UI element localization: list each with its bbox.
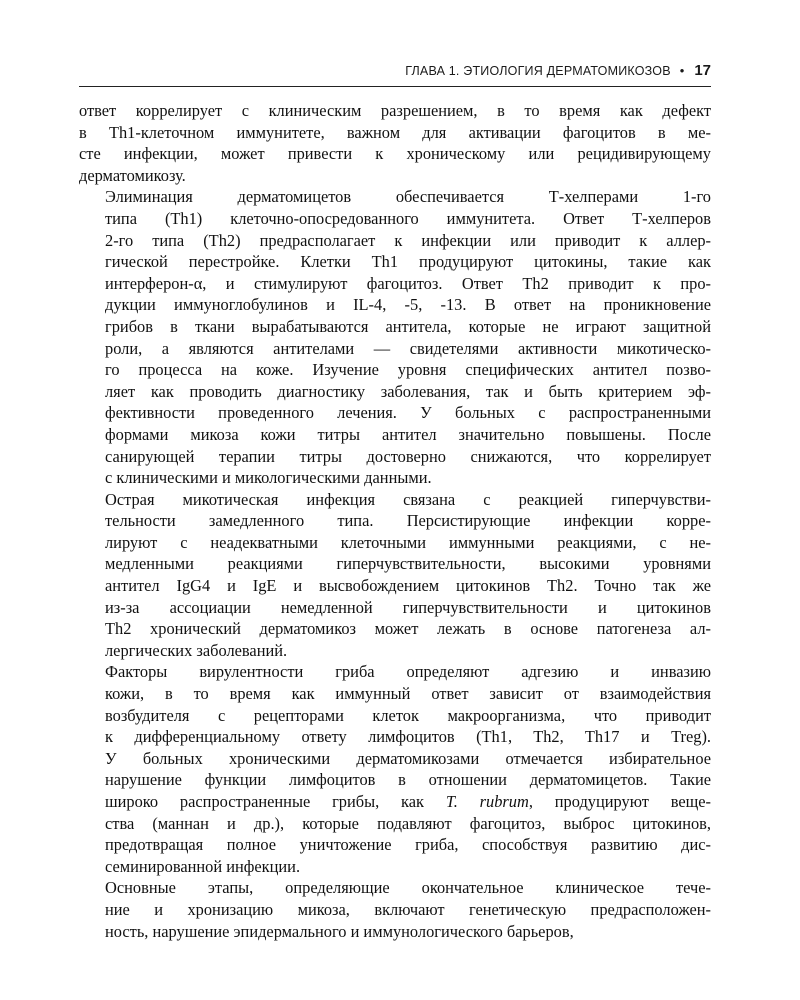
text-line: ние и хронизацию микоза, включают генетическую предрасположен- xyxy=(105,899,711,919)
text-line: Элиминация дерматомицетов обеспечивается Т-хелперами 1-го xyxy=(105,187,711,207)
text-line: ляет как проводить диагностику заболевания, так и быть критерием эф- xyxy=(105,381,711,401)
paragraph xyxy=(79,877,711,942)
text-line: широко распространенные грибы, как T. rubrum, продуцируют веще- xyxy=(105,792,712,811)
body-text xyxy=(79,100,711,942)
text-line: Основные этапы, определяющие окончательное клиническое тече- xyxy=(105,878,711,898)
text-line: к дифференциальному ответу лимфоцитов (Th1, Th2, Th17 и Treg). xyxy=(105,727,711,747)
text-line: интерферон-α, и стимулируют фагоцитоз. Ответ Th2 приводит к про- xyxy=(105,273,711,293)
text-line: сте инфекции, может привести к хроническому или рецидивирующему xyxy=(79,144,711,164)
text-line: Th2 хронический дерматомикоз может лежать в основе патогенеза ал- xyxy=(105,619,711,639)
text-line: в Th1-клеточном иммунитете, важном для активации фагоцитов в ме- xyxy=(79,122,711,142)
text-line: го процесса на коже. Изучение уровня специфических антител позво- xyxy=(105,360,711,380)
text-line: нарушение функции лимфоцитов в отношении дерматомицетов. Такие xyxy=(105,770,711,790)
text-line: гической перестройке. Клетки Th1 продуцируют цитокины, такие как xyxy=(105,252,711,272)
text-line: ответ коррелирует с клиническим разрешением, в то время как дефект xyxy=(79,101,711,120)
text-line: лергических заболеваний. xyxy=(105,640,288,660)
text-line: 2-го типа (Th2) предрасполагает к инфекции или приводит к аллер- xyxy=(105,230,711,250)
text-line: Острая микотическая инфекция связана с реакцией гиперчувстви- xyxy=(105,489,711,509)
text-line: дукции иммуноглобулинов и IL-4, -5, -13. В ответ на проникновение xyxy=(105,295,711,315)
paragraph xyxy=(79,661,711,877)
text-line: формами микоза кожи титры антител значительно повышены. После xyxy=(105,424,711,444)
paragraph xyxy=(79,489,711,662)
text-line: Факторы вирулентности гриба определяют адгезию и инвазию xyxy=(105,662,711,682)
text-line: ность, нарушение эпидермального и иммунологического барьеров, xyxy=(105,921,574,941)
text-line: лируют с неадекватными клеточными иммунными реакциями, с не- xyxy=(105,532,711,552)
page-number: 17 xyxy=(694,62,711,79)
text-line: медленными реакциями гиперчувствительности, высокими уровнями xyxy=(105,554,711,574)
text-line: роли, а являются антителами — свидетелями активности микотическо- xyxy=(105,338,711,358)
text-line: санирующей терапии титры достоверно снижаются, что коррелирует xyxy=(105,446,711,466)
bullet-separator: • xyxy=(679,63,685,78)
running-header xyxy=(79,62,711,82)
text-line: тельности замедленного типа. Персистирующие инфекции корре- xyxy=(105,511,711,531)
text-line: фективности проведенного лечения. У больных с распространенными xyxy=(105,403,711,423)
text-line: антител IgG4 и IgE и высвобождением цитокинов Th2. Точно так же xyxy=(105,576,711,596)
text-line: кожи, в то время как иммунный ответ зависит от взаимодействия xyxy=(105,684,711,704)
text-line: возбудителя с рецепторами клеток макроорганизма, что приводит xyxy=(105,705,711,725)
text-line: с клиническими и микологическими данными. xyxy=(105,468,432,488)
header-rule xyxy=(79,86,711,87)
text-line: типа (Th1) клеточно-опосредованного иммунитета. Ответ Т-хелперов xyxy=(105,208,711,228)
text-line: семинированной инфекции. xyxy=(105,856,301,876)
text-line: У больных хроническими дерматомикозами отмечается избирательное xyxy=(105,748,711,768)
text-line: из-за ассоциации немедленной гиперчувствительности и цитокинов xyxy=(105,597,711,617)
paragraph xyxy=(79,186,711,488)
paragraph xyxy=(79,100,711,186)
text-line: дерматомикозу. xyxy=(79,165,186,185)
text-line: грибов в ткани вырабатываются антитела, которые не играют защитной xyxy=(105,316,711,336)
text-line: предотвращая полное уничтожение гриба, способствуя развитию дис- xyxy=(105,835,711,855)
text-line: ства (маннан и др.), которые подавляют фагоцитоз, выброс цитокинов, xyxy=(105,813,711,833)
chapter-title: ГЛАВА 1. ЭТИОЛОГИЯ ДЕРМАТОМИКОЗОВ xyxy=(405,64,671,78)
